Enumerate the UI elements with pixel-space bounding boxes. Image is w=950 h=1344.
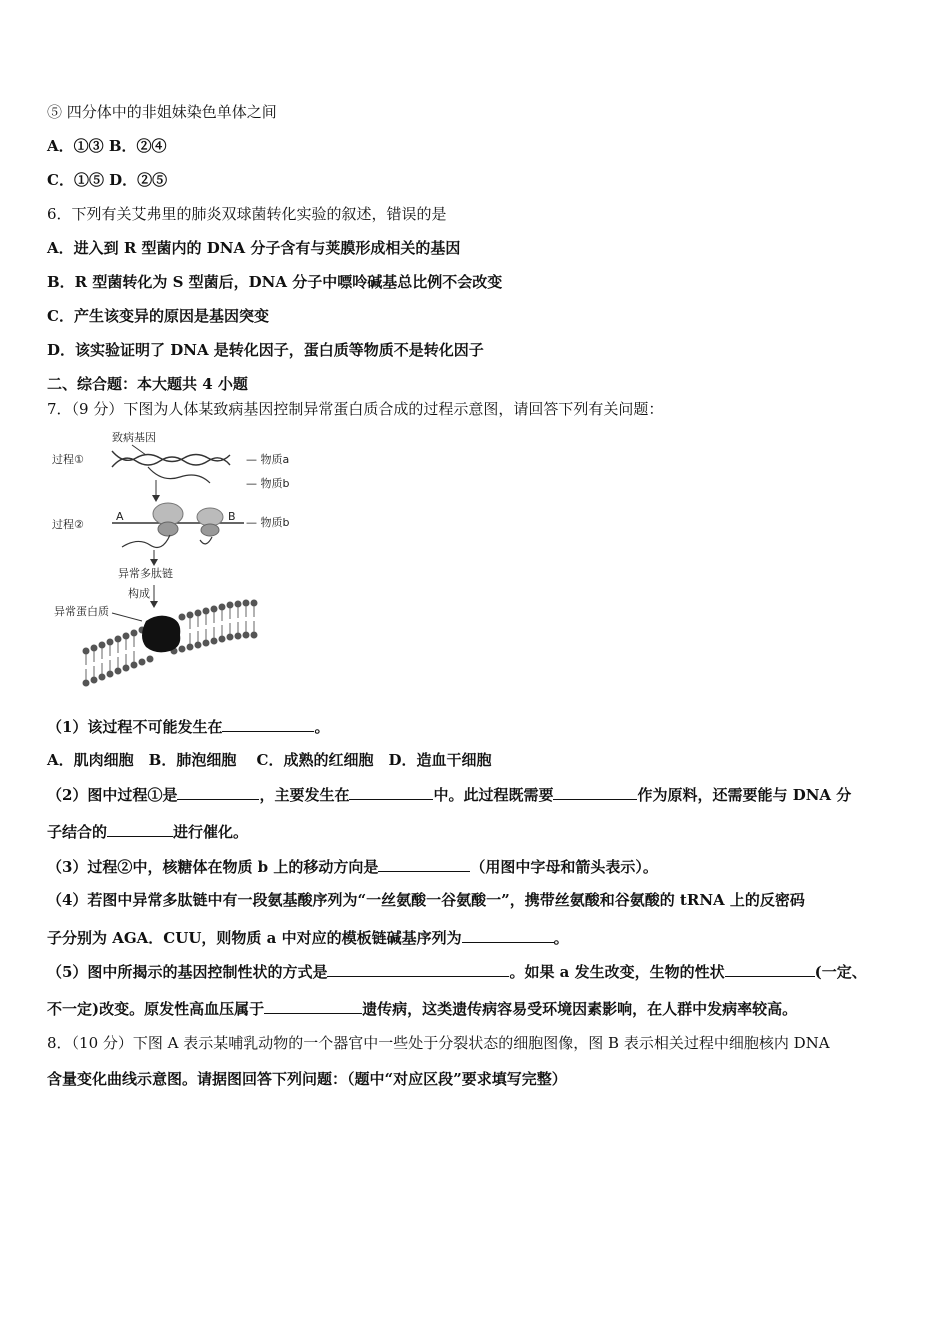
- q7-part1-end: 。: [314, 718, 330, 736]
- q7-part5-text-b: 。如果 a 发生改变，生物的性状: [509, 963, 725, 981]
- q6-option-a: A．进入到 R 型菌内的 DNA 分子含有与荚膜形成相关的基因: [47, 239, 461, 257]
- q7-part2: [47, 784, 851, 805]
- q7-part2-text-f: 进行催化。: [173, 823, 249, 841]
- fig-substance-a-label: — 物质a: [246, 453, 290, 466]
- answer-blank-1[interactable]: [222, 716, 314, 732]
- q7-part5-text-a: （5）图中所揭示的基因控制性状的方式是: [47, 963, 328, 981]
- answer-blank-2[interactable]: [177, 784, 259, 800]
- q7-part3: [47, 856, 658, 877]
- q7-part5-text-e: 遗传病，这类遗传病容易受环境因素影响，在人群中发病率较高。: [362, 1000, 798, 1018]
- q7-part3-text-a: （3）过程②中，核糖体在物质 b 上的移动方向是: [47, 858, 379, 876]
- question-6: 6．下列有关艾弗里的肺炎双球菌转化实验的叙述，错误的是: [47, 205, 447, 223]
- q7-part5-cont: [47, 998, 797, 1019]
- fig-process1-label: 过程①: [52, 453, 84, 466]
- q7-part1: [47, 716, 329, 737]
- fig-process2-label: 过程②: [52, 518, 84, 531]
- fig-protein-label: 异常蛋白质: [54, 605, 109, 618]
- fig-substance-b-label-2: — 物质b: [246, 516, 290, 529]
- question-8-cont: 含量变化曲线示意图。请据图回答下列问题：（题中“对应区段”要求填写完整）: [47, 1070, 567, 1088]
- fig-label-a: A: [116, 510, 124, 523]
- q7-part3-text-b: （用图中字母和箭头表示）。: [470, 858, 658, 876]
- answer-blank-6[interactable]: [378, 856, 470, 872]
- q6-option-b: B．R 型菌转化为 S 型菌后，DNA 分子中嘌呤碱基总比例不会改变: [47, 273, 503, 291]
- fig-peptide-label: 异常多肽链: [118, 567, 173, 580]
- q7-part1-text: （1）该过程不可能发生在: [47, 718, 223, 736]
- answer-blank-3[interactable]: [349, 784, 433, 800]
- abnormal-protein-shape: [142, 616, 180, 653]
- q7-part2-text-b: ，主要发生在: [259, 786, 350, 804]
- answer-blank-7[interactable]: [462, 927, 554, 943]
- q7-part4-text-b: 子分别为 AGA．CUU，则物质 a 中对应的模板链碱基序列为: [47, 929, 462, 947]
- fig-label-b: B: [228, 510, 236, 523]
- question-8: 8．（10 分）下图 A 表示某哺乳动物的一个器官中一些处于分裂状态的细胞图像，图 B 表示相关过程中细胞核内 DNA: [47, 1034, 830, 1052]
- q7-part4: （4）若图中异常多肽链中有一段氨基酸序列为“一丝氨酸一谷氨酸一”，携带丝氨酸和谷氨酸的 tRNA 上的反密码: [47, 891, 805, 909]
- q7-part4-cont: [47, 927, 569, 948]
- gene-expression-figure: [50, 425, 310, 695]
- q7-part1-options: A．肌肉细胞 B．肺泡细胞 C．成熟的红细胞 D．造血干细胞: [47, 751, 492, 769]
- q6-option-d: D．该实验证明了 DNA 是转化因子，蛋白质等物质不是转化因子: [47, 341, 484, 359]
- q6-option-c: C．产生该变异的原因是基因突变: [47, 307, 269, 325]
- q7-part2-text-e: 子结合的: [47, 823, 108, 841]
- q7-part5-text-c: (一定、: [814, 963, 867, 981]
- answer-blank-10[interactable]: [264, 998, 362, 1014]
- fig-compose-label: 构成: [128, 587, 150, 600]
- choice-ab: A．①③ B．②④: [47, 137, 167, 155]
- q7-part5-text-d: 不一定)改变。原发性高血压属于: [47, 1000, 265, 1018]
- q7-part4-text-c: 。: [553, 929, 569, 947]
- answer-blank-5[interactable]: [107, 821, 173, 837]
- q7-part2-cont: [47, 821, 248, 842]
- q7-part5: [47, 961, 867, 982]
- q7-part2-text-c: 中。此过程既需要: [433, 786, 554, 804]
- section-heading: 二、综合题：本大题共 4 小题: [47, 375, 248, 393]
- question-7: 7．（9 分）下图为人体某致病基因控制异常蛋白质合成的过程示意图，请回答下列有关问题：: [47, 400, 664, 418]
- q7-part2-text-d: 作为原料，还需要能与 DNA 分: [637, 786, 852, 804]
- answer-blank-9[interactable]: [725, 961, 815, 977]
- answer-blank-4[interactable]: [553, 784, 637, 800]
- q7-part2-text-a: （2）图中过程①是: [47, 786, 178, 804]
- answer-blank-8[interactable]: [327, 961, 509, 977]
- fig-gene-label: 致病基因: [112, 431, 156, 444]
- choice-cd: C．①⑤ D．②⑤: [47, 171, 168, 189]
- option-5-line: ⑤ 四分体中的非姐妹染色单体之间: [47, 103, 277, 121]
- fig-substance-b-label-1: — 物质b: [246, 477, 290, 490]
